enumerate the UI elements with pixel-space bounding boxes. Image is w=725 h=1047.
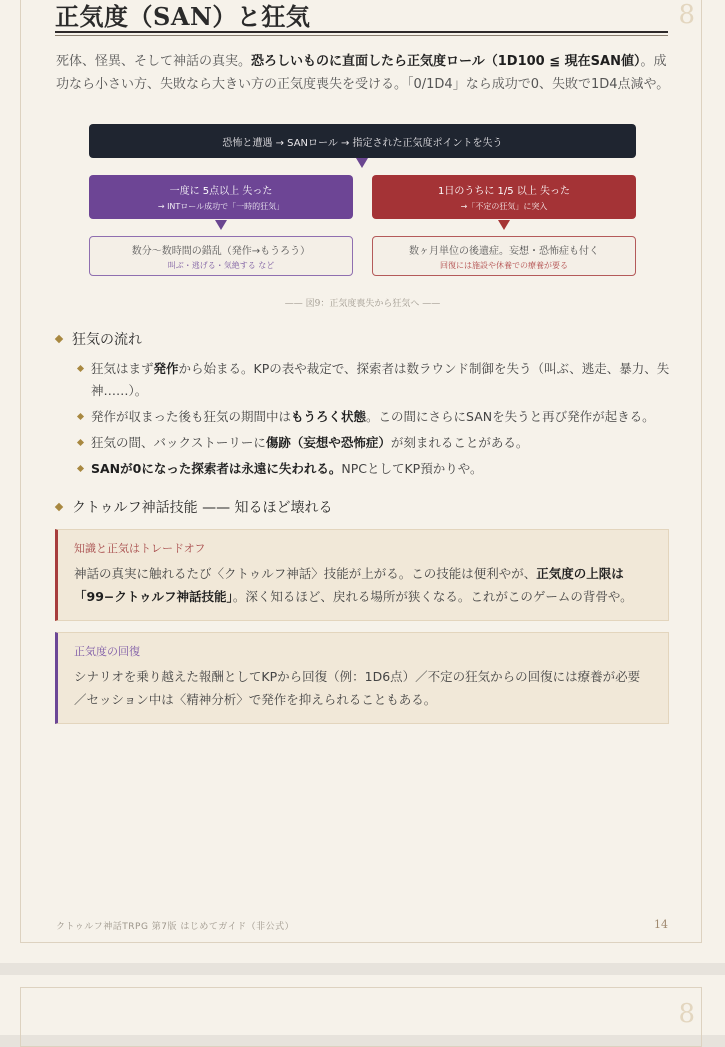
intro-text-2: 。成功なら小さい方、失敗なら大きい方の正気度喪失を受ける。「0/1D4」なら成功で0、失敗で1D4点減や。	[56, 54, 670, 92]
corner-ornament: 8	[678, 0, 695, 30]
list-item-text: 。この間にさらにSANを失うと再び発作が起きる。	[366, 409, 655, 424]
callout1-text: 神話の真実に触れるたび〈クトゥルフ神話〉技能が上がる。この技能は便利やが、	[74, 566, 537, 581]
flow-box-left-line2: → INTロール成功で「一時的狂気」	[157, 202, 285, 211]
next-page-border	[20, 987, 702, 1047]
callout1-heading: 知識と正気はトレードオフ	[74, 542, 206, 555]
list-item-text: 狂気の間、バックストーリーに	[91, 435, 266, 450]
section-heading-madness-flow	[56, 329, 142, 349]
flow-out-temporary	[89, 236, 353, 276]
flow-out-right-line1: 数ヶ月単位の後遺症。妄想・恐怖症も付く	[409, 245, 599, 257]
diamond-bullet-icon	[77, 465, 84, 472]
flow-out-indefinite	[372, 236, 636, 276]
section2-heading-text: クトゥルフ神話技能 —— 知るほど壊れる	[72, 500, 333, 516]
callout1-body	[74, 562, 652, 608]
flow-arrow-center	[356, 158, 368, 168]
flow-box-right-line2: →「不定の狂気」に突入	[460, 202, 548, 211]
figure-caption: —— 図9：正気度喪失から狂気へ ——	[284, 299, 441, 309]
page-title: 正気度（SAN）と狂気	[55, 2, 311, 31]
list-item-text: NPCとしてKP預かりや。	[341, 461, 483, 476]
intro-bold: 恐ろしいものに直面したら正気度ロール（1D100 ≦ 現在SAN値）	[251, 54, 641, 69]
list-item-bold: 傷跡（妄想や恐怖症）	[265, 435, 391, 450]
flow-box-right-line1: 1日のうちに 1/5 以上 失った	[438, 186, 570, 197]
list-item	[78, 458, 678, 480]
flow-out-left-line1: 数分〜数時間の錯乱（発作→もうろう）	[131, 245, 311, 257]
callout1-bold: 正気度の上限は「99−クトゥルフ神話技能」	[74, 566, 624, 604]
flow-arrow-left	[215, 220, 227, 230]
list-item-bold: もうろく状態	[291, 409, 367, 424]
madness-flow-list	[78, 358, 678, 484]
flow-arrow-right	[498, 220, 510, 230]
title-rule	[55, 31, 668, 35]
list-item-text: が刻まれることがある。	[390, 435, 529, 450]
flow-out-right-line2: 回復には施設や休養での療養が要る	[440, 260, 568, 270]
callout-knowledge-tradeoff	[55, 529, 669, 621]
next-page	[0, 975, 725, 1035]
callout2-heading: 正気度の回復	[74, 645, 140, 658]
intro-paragraph	[56, 50, 674, 96]
section1-heading-text: 狂気の流れ	[72, 332, 142, 348]
list-item-text: から始まる。KPの表や裁定で、探索者は数ラウンド制御を失う（叫ぶ、逃走、暴力、失神……）。	[91, 361, 670, 398]
flow-box-temporary-madness	[89, 175, 353, 219]
list-item-text: 狂気はまず	[91, 361, 154, 376]
list-item	[78, 406, 678, 428]
callout1-text: 。深く知るほど、戻れる場所が狭くなる。これがこのゲームの背骨や。	[232, 589, 633, 604]
next-page-ornament: 8	[678, 999, 695, 1029]
list-item-bold: SANが0になった探索者は永遠に失われる。	[91, 461, 342, 476]
page-number: 14	[654, 918, 668, 931]
diamond-bullet-icon	[55, 503, 63, 511]
list-item	[78, 358, 678, 402]
flow-top-box	[89, 124, 636, 158]
footer-book-title: クトゥルフ神話TRPG 第7版 はじめてガイド（非公式）	[56, 922, 295, 932]
diamond-bullet-icon	[55, 335, 63, 343]
list-item	[78, 432, 678, 454]
flow-box-left-line1: 一度に 5点以上 失った	[169, 186, 273, 197]
callout-sanity-recovery	[55, 632, 669, 724]
callout2-body: シナリオを乗り越えた報酬としてKPから回復（例：1D6点）／不定の狂気からの回復には療養が必要／セッション中は〈精神分析〉で発作を抑えられることもある。	[74, 669, 641, 707]
flow-out-left-line2: 叫ぶ・逃げる・気絶する など	[167, 260, 275, 270]
diamond-bullet-icon	[77, 439, 84, 446]
intro-text-1: 死体、怪異、そして神話の真実。	[56, 54, 252, 69]
diamond-bullet-icon	[77, 413, 84, 420]
diamond-bullet-icon	[77, 365, 84, 372]
list-item-bold: 発作	[153, 361, 179, 376]
flow-box-indefinite-madness	[372, 175, 636, 219]
flow-top-label: 恐怖と遭遇 → SANロール → 指定された正気度ポイントを失う	[222, 137, 503, 149]
section-heading-mythos-skill	[56, 497, 333, 517]
list-item-text: 発作が収まった後も狂気の期間中は	[91, 409, 292, 424]
